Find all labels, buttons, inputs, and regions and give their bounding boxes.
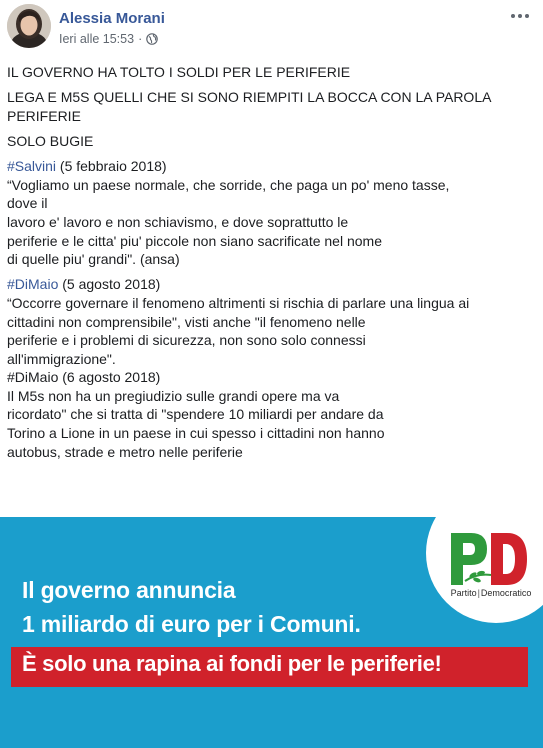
text-line: cittadini non comprensibile", visti anche "il fenomeno nelle	[7, 313, 366, 330]
text-line: PERIFERIE	[7, 107, 81, 124]
post-body	[7, 63, 535, 468]
text-line: SOLO BUGIE	[7, 132, 94, 149]
text-line: Torino a Lione in un paese in cui spesso i cittadini non hanno	[7, 425, 385, 442]
banner-headline-line-1: Il governo annuncia	[22, 577, 236, 603]
logo-word-partito: Partito	[450, 588, 477, 598]
text-line	[7, 275, 535, 294]
text-line: di quelle piu' grandi". (ansa)	[7, 251, 180, 268]
paragraph-5	[7, 275, 535, 461]
text-line: IL GOVERNO HA TOLTO I SOLDI PER LE PERIFERIE	[7, 64, 351, 80]
author-name[interactable]: Alessia Morani	[59, 10, 165, 27]
pd-logo	[447, 529, 531, 589]
date-text: (5 febbraio 2018)	[56, 158, 167, 175]
text-line: all'immigrazione".	[7, 350, 116, 367]
globe-icon[interactable]	[146, 33, 158, 45]
post-header	[0, 0, 543, 60]
date-text: (5 agosto 2018)	[58, 276, 161, 293]
text-line	[7, 157, 535, 176]
text-line: periferie e le citta' piu' piccole non siano sacrificate nel nome	[7, 232, 382, 249]
text-line: ricordato" che si tratta di "spendere 10 miliardi per andare da	[7, 406, 384, 423]
banner-strip-text: È solo una rapina ai fondi per le periferie!	[22, 651, 442, 676]
hashtag-dimaio[interactable]: #DiMaio	[7, 276, 59, 293]
text-line: periferie e i problemi di sicurezza, non sono solo connessi	[7, 332, 366, 349]
text-line: autobus, strade e metro nelle periferie	[7, 443, 243, 460]
more-options-icon[interactable]	[507, 4, 533, 28]
post-image-banner[interactable]	[0, 517, 543, 748]
paragraph-3	[7, 132, 535, 151]
text-line: “Occorre governare il fenomeno altrimenti si rischia di parlare una lingua ai	[7, 294, 470, 311]
hashtag-salvini[interactable]: #Salvini	[7, 158, 57, 175]
logo-caption: Partito|Democratico	[450, 588, 532, 598]
paragraph-1	[7, 63, 535, 82]
logo-word-democratico: Democratico	[480, 588, 532, 598]
text-line: #DiMaio (6 agosto 2018)	[7, 369, 161, 386]
text-line: LEGA E M5S QUELLI CHE SI SONO RIEMPITI LA BOCCA CON LA PAROLA	[7, 89, 492, 106]
paragraph-2	[7, 88, 535, 125]
text-line: lavoro e' lavoro e non schiavismo, e dove soprattutto le	[7, 213, 349, 230]
avatar-photo	[7, 4, 51, 48]
post-meta	[59, 32, 158, 46]
text-line: “Vogliamo un paese normale, che sorride, che paga un po' meno tasse,	[7, 176, 450, 193]
avatar[interactable]	[7, 4, 51, 48]
paragraph-4	[7, 157, 535, 269]
banner-headline-line-2: 1 miliardo di euro per i Comuni.	[22, 611, 361, 637]
meta-separator: ·	[138, 32, 143, 46]
text-line: Il M5s non ha un pregiudizio sulle grandi opere ma va	[7, 387, 340, 404]
text-line: dove il	[7, 195, 48, 212]
post-timestamp[interactable]: Ieri alle 15:53	[59, 32, 135, 46]
